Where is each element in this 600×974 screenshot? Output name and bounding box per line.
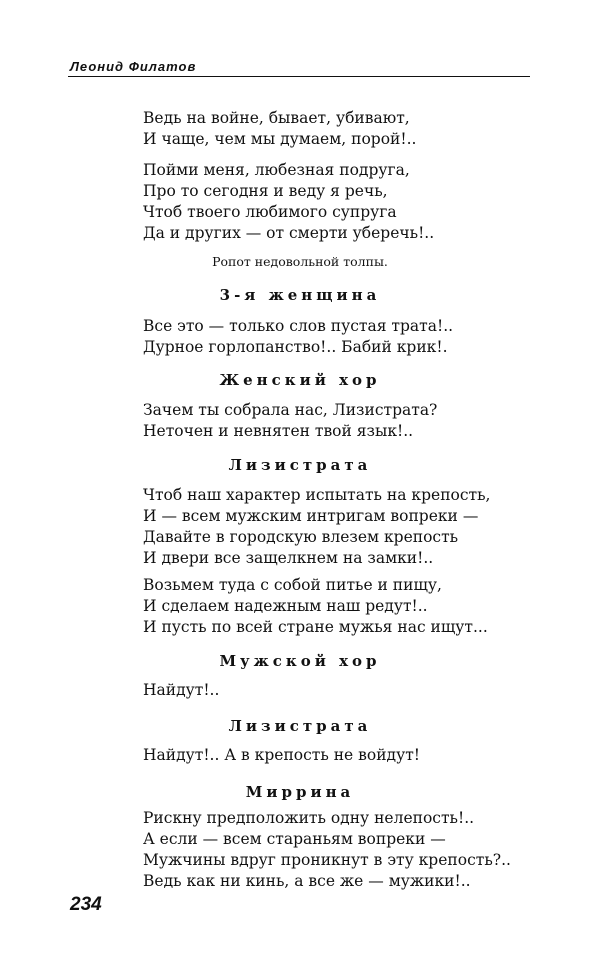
verse-line: А если — всем стараньям вопреки —: [143, 830, 446, 848]
verse-line: И — всем мужским интригам вопреки —: [143, 507, 479, 525]
speaker-name: Лизистрата: [228, 717, 372, 735]
speaker-name: Миррина: [245, 783, 355, 801]
header-rule: [68, 76, 530, 77]
verse-stanza: [143, 808, 511, 892]
verse-line: Найдут!.. А в крепость не войдут!: [143, 746, 421, 764]
speaker-name: Мужской хор: [219, 652, 381, 670]
verse-line: Найдут!..: [143, 681, 220, 699]
verse-line: Зачем ты собрала нас, Лизистрата?: [143, 401, 438, 419]
verse-line: Чтоб твоего любимого супруга: [143, 203, 397, 221]
stage-direction: Ропот недовольной толпы.: [212, 254, 388, 269]
verse-line: Ведь на войне, бывает, убивают,: [143, 109, 410, 127]
verse-line: Неточен и невнятен твой язык!..: [143, 422, 414, 440]
verse-stanza: [143, 400, 437, 442]
verse-stanza: [143, 485, 491, 569]
verse-stanza: [143, 108, 416, 150]
verse-stanza: [143, 316, 453, 358]
verse-line: Ведь как ни кинь, а все же — мужики!..: [143, 872, 471, 890]
verse-line: Дурное горлопанство!.. Бабий крик!.: [143, 338, 448, 356]
verse-stanza: [143, 680, 219, 701]
verse-line: И чаще, чем мы думаем, порой!..: [143, 130, 417, 148]
verse-stanza: [143, 160, 434, 244]
verse-stanza: [143, 745, 420, 766]
verse-line: Пойми меня, любезная подруга,: [143, 161, 410, 179]
verse-line: Да и других — от смерти уберечь!..: [143, 224, 435, 242]
running-head-author: Леонид Филатов: [70, 59, 197, 74]
verse-line: И сделаем надежным наш редут!..: [143, 597, 428, 615]
verse-line: Рискну предположить одну нелепость!..: [143, 809, 475, 827]
speaker-name: Лизистрата: [228, 456, 372, 474]
verse-line: Давайте в городскую влезем крепость: [143, 528, 459, 546]
verse-line: Про то сегодня и веду я речь,: [143, 182, 388, 200]
verse-line: Мужчины вдруг проникнут в эту крепость?..: [143, 851, 511, 869]
verse-line: Все это — только слов пустая трата!..: [143, 317, 454, 335]
verse-line: Возьмем туда с собой питье и пищу,: [143, 576, 442, 594]
page-number: 234: [70, 894, 102, 915]
verse-line: И двери все защелкнем на замки!..: [143, 549, 434, 567]
speaker-name: 3-я женщина: [219, 286, 381, 304]
verse-stanza: [143, 575, 488, 638]
speaker-name: Женский хор: [219, 371, 381, 389]
verse-line: Чтоб наш характер испытать на крепость,: [143, 486, 491, 504]
verse-line: И пусть по всей стране мужья нас ищут...: [143, 618, 488, 636]
